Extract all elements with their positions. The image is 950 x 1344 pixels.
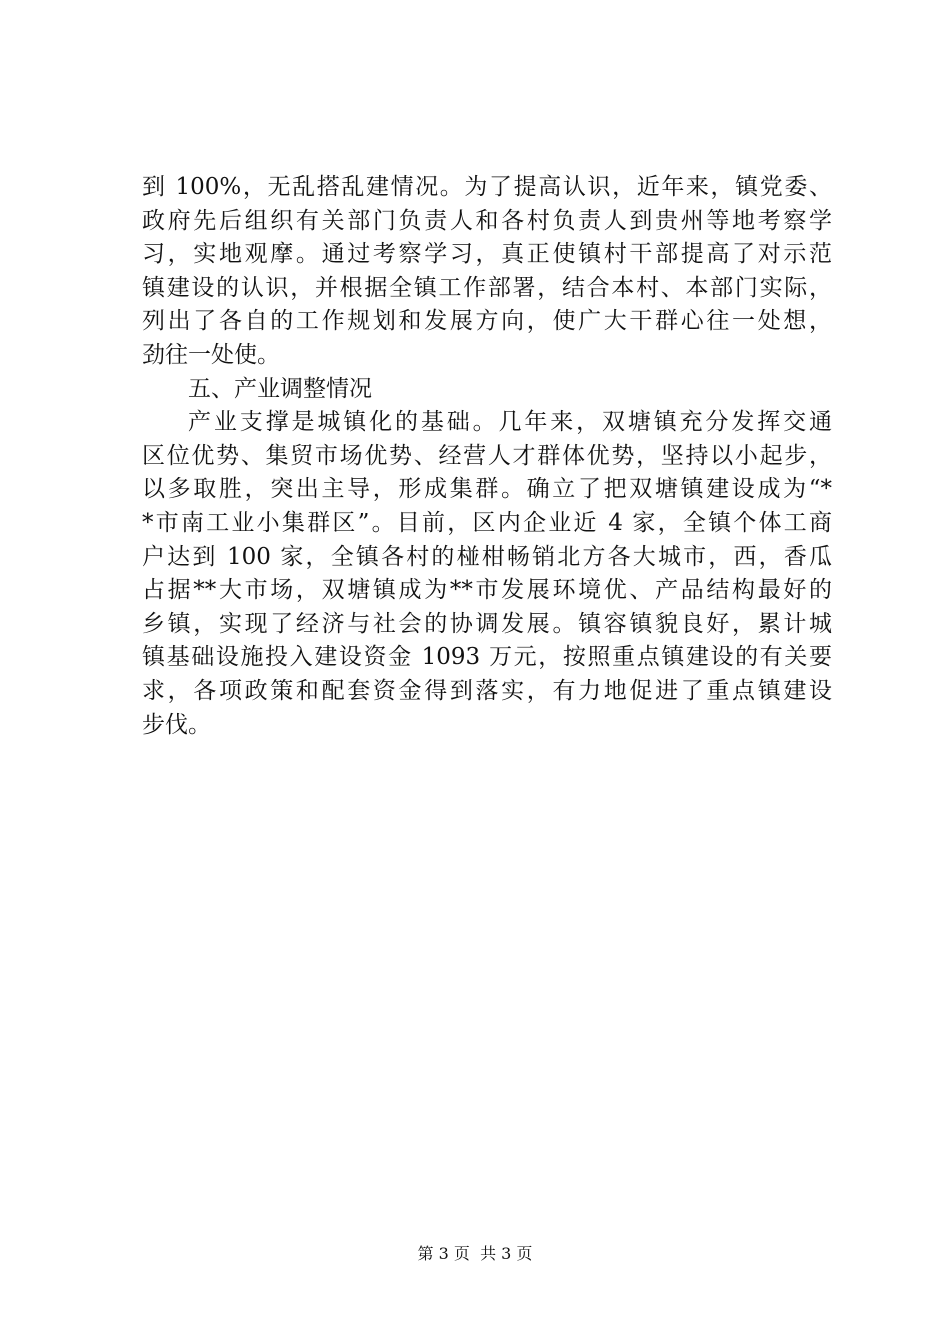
text-line: 求，各项政策和配套资金得到落实，有力地促进了重点镇建设 bbox=[142, 677, 832, 704]
page-footer: 第 3 页 共 3 页 bbox=[417, 1244, 533, 1263]
text-line: 镇建设的认识，并根据全镇工作部署，结合本村、本部门实际， bbox=[142, 274, 832, 301]
text-line: 以多取胜，突出主导，形成集群。确立了把双塘镇建设成为“* bbox=[142, 476, 832, 503]
text-line: 五、产业调整情况 bbox=[188, 375, 372, 402]
text-line: 户达到 100 家，全镇各村的椪柑畅销北方各大城市，西，香瓜 bbox=[142, 543, 832, 570]
text-line: 列出了各自的工作规划和发展方向，使广大干群心往一处想， bbox=[142, 308, 832, 335]
document-body bbox=[142, 171, 832, 742]
text-line: 习，实地观摩。通过考察学习，真正使镇村干部提高了对示范 bbox=[142, 241, 832, 268]
text-line: 产业支撑是城镇化的基础。几年来，双塘镇充分发挥交通 bbox=[188, 409, 832, 436]
text-line: 占据**大市场，双塘镇成为**市发展环境优、产品结构最好的 bbox=[142, 577, 832, 604]
text-line: 区位优势、集贸市场优势、经营人才群体优势，坚持以小起步， bbox=[142, 442, 832, 469]
text-line: 乡镇，实现了经济与社会的协调发展。镇容镇貌良好，累计城 bbox=[142, 610, 832, 637]
text-line: 政府先后组织有关部门负责人和各村负责人到贵州等地考察学 bbox=[142, 207, 832, 234]
text-line: *市南工业小集群区”。目前，区内企业近 4 家，全镇个体工商 bbox=[142, 509, 832, 536]
text-line: 劲往一处使。 bbox=[142, 341, 280, 368]
text-line: 镇基础设施投入建设资金 1093 万元，按照重点镇建设的有关要 bbox=[142, 644, 832, 671]
text-line: 步伐。 bbox=[142, 711, 211, 738]
text-line: 到 100%，无乱搭乱建情况。为了提高认识，近年来，镇党委、 bbox=[142, 174, 832, 200]
